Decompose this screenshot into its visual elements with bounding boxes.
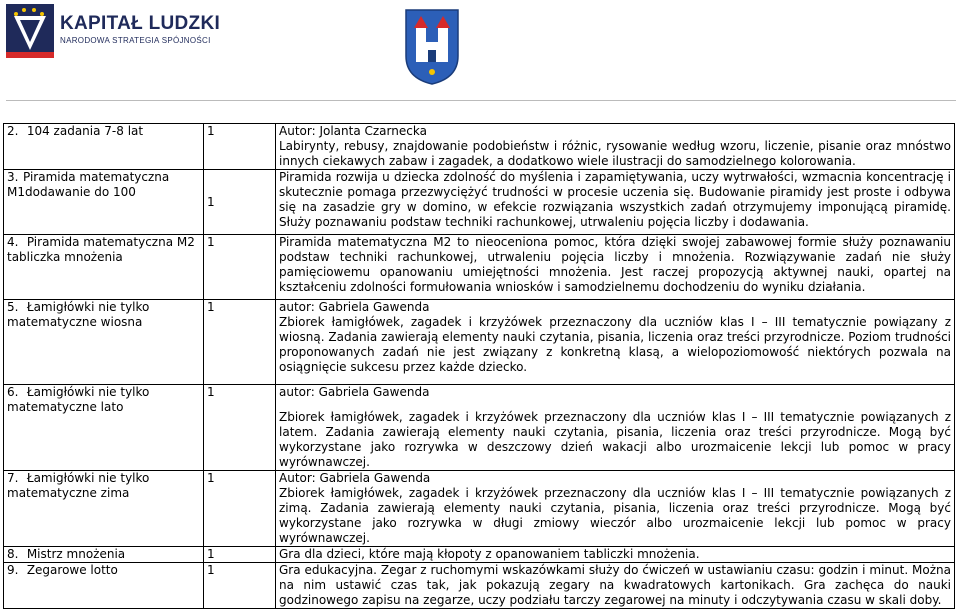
- eu-flag-icon: [830, 8, 950, 68]
- row-title-cell: 6. Łamigłówki nie tylko matematyczne lato: [4, 385, 204, 471]
- row-qty: 1: [204, 300, 276, 385]
- table-row: [4, 235, 955, 300]
- row-title-cell: 8. Mistrz mnożenia: [4, 547, 204, 563]
- row-title: Piramida matematyczna M2 tabliczka mnożenia: [7, 235, 195, 264]
- table-row: [4, 563, 955, 609]
- row-title-cell: 5. Łamigłówki nie tylko matematyczne wiosna: [4, 300, 204, 385]
- row-desc: Labirynty, rebusy, znajdowanie podobieństw i różnic, rysowanie według wzoru, liczenie, pisanie oraz mnóstwo innych ciekawych zabaw i zagadek, a dodatkowo wiele ilustracji do samodzielnego kolorowania.: [279, 139, 951, 168]
- row-desc: Gra edukacyjna. Zegar z ruchomymi wskazówkami służy do ćwiczeń w ustawianiu czasu: godzin i minut. Można na nim ustawić czas tak, jak pokazują zegary na kwadratowych kartonikach. Gra zachęca do nauki godzinowego zapisu na zegarze, uczy podziału tarczy zegarowej na minuty i odczytywania czasu w skali doby.: [276, 563, 955, 609]
- table-row: [4, 471, 955, 547]
- row-desc: Gra dla dzieci, które mają kłopoty z opanowaniem tabliczki mnożenia.: [276, 547, 955, 563]
- row-desc: Zbiorek łamigłówek, zagadek i krzyżówek przeznaczony dla uczniów klas I – III tematycznie powiązany z wiosną. Zadania zawierają elementy nauki czytania, pisania, liczenia oraz treści przyrodnicze. Poziom trudności proponowanych zadań nie jest związany z konkretną klasą, a wielopoziomowość niektórych pozwala na osiągnięcie sukcesu przez każde dziecko.: [279, 315, 951, 374]
- row-title: Piramida matematyczna M1dodawanie do 100: [7, 170, 170, 199]
- row-author: autor: Gabriela Gawenda: [279, 300, 430, 314]
- row-qty: 1: [204, 471, 276, 547]
- row-desc-cell: [276, 124, 955, 170]
- row-desc-cell: [276, 385, 955, 471]
- row-author: autor: Gabriela Gawenda: [279, 385, 430, 399]
- table-row: [4, 170, 955, 235]
- row-desc-cell: [276, 471, 955, 547]
- row-desc: Piramida matematyczna M2 to nieoceniona pomoc, która dzięki swojej zabawowej formie służy poznawaniu podstaw techniki rachunkowej, utrwaleniu pojęcia liczby i mnożenia. Rozwiązywanie zadań nie służy pamięciowemu opanowaniu umiejętności mnożenia. Jest raczej propozycją aktywnej nauki, opartej na kształceniu zdolności formułowania wniosków i samodzielnemu dochodzeniu do wyniku działania.: [276, 235, 955, 300]
- row-qty: 1: [204, 547, 276, 563]
- row-title: Łamigłówki nie tylko matematyczne zima: [7, 471, 150, 500]
- row-title-cell: 3. Piramida matematyczna M1dodawanie do 100: [4, 170, 204, 235]
- document-header: [0, 0, 960, 100]
- row-author: Autor: Jolanta Czarnecka: [279, 124, 427, 138]
- row-title-cell: 7. Łamigłówki nie tylko matematyczne zima: [4, 471, 204, 547]
- row-title: Zegarowe lotto: [26, 563, 118, 577]
- logo-subtitle: NARODOWA STRATEGIA SPÓJNOŚCI: [60, 36, 211, 45]
- logo-title: KAPITAŁ LUDZKI: [60, 13, 221, 34]
- row-qty: 1: [204, 563, 276, 609]
- row-desc: Zbiorek łamigłówek, zagadek i krzyżówek przeznaczony dla uczniów klas I – III tematycznie powiązanych z zimą. Zadania zawierają elementy nauki czytania, pisania, liczenia oraz treści przyrodnicze. Mogą być wykorzystane jako rozrywka w długi zmiowy wieczór albo urozmaicenie lekcji lub pomoc w pracy wyrównawczej.: [279, 486, 951, 545]
- row-title: Łamigłówki nie tylko matematyczne lato: [7, 385, 150, 414]
- row-desc: Piramida rozwija u dziecka zdolność do myślenia i zapamiętywania, uczy wytrwałości, wzmacnia koncentrację i skutecznie pomaga przezwyciężyć trudności w procesie uczenia się. Budowanie piramidy jest proste i odbywa się na zasadzie gry w domino, w efekcie rozwiązania wszystkich zadań otrzymujemy imponującą piramidę. Służy poznawaniu podstaw techniki rachunkowej, utrwaleniu pojęcia liczby i dodawania.: [276, 170, 955, 235]
- table-row: [4, 547, 955, 563]
- table-row: [4, 124, 955, 170]
- header-divider: [6, 100, 956, 101]
- materials-table: [3, 123, 955, 609]
- row-title: Łamigłówki nie tylko matematyczne wiosna: [7, 300, 150, 329]
- row-qty: 1: [204, 235, 276, 300]
- row-qty: 1: [204, 385, 276, 471]
- row-author: Autor: Gabriela Gawenda: [279, 471, 431, 485]
- row-title-cell: 4. Piramida matematyczna M2 tabliczka mnożenia: [4, 235, 204, 300]
- logo-text: [60, 14, 220, 46]
- table-row: [4, 300, 955, 385]
- kapital-ludzki-logo-icon: [6, 4, 54, 58]
- row-desc-cell: [276, 300, 955, 385]
- row-desc: Zbiorek łamigłówek, zagadek i krzyżówek przeznaczony dla uczniów klas I – III tematycznie powiązanych z latem. Zadania zawierają elementy nauki czytania, pisania, liczenia oraz treści przyrodnicze. Mogą być wykorzystane jako rozrywka w deszczowy dzień wakacji albo urozmaicenie lekcji lub pomoc w pracy wyrównawczej.: [279, 410, 951, 469]
- row-title-cell: 9. Zegarowe lotto: [4, 563, 204, 609]
- row-title: 104 zadania 7-8 lat: [26, 124, 144, 138]
- city-crest-icon: [402, 6, 462, 86]
- table-row: [4, 385, 955, 471]
- row-qty: 1: [204, 124, 276, 170]
- row-title: Mistrz mnożenia: [26, 547, 126, 561]
- row-title-cell: 2. 104 zadania 7-8 lat: [4, 124, 204, 170]
- row-qty: 1: [204, 170, 276, 235]
